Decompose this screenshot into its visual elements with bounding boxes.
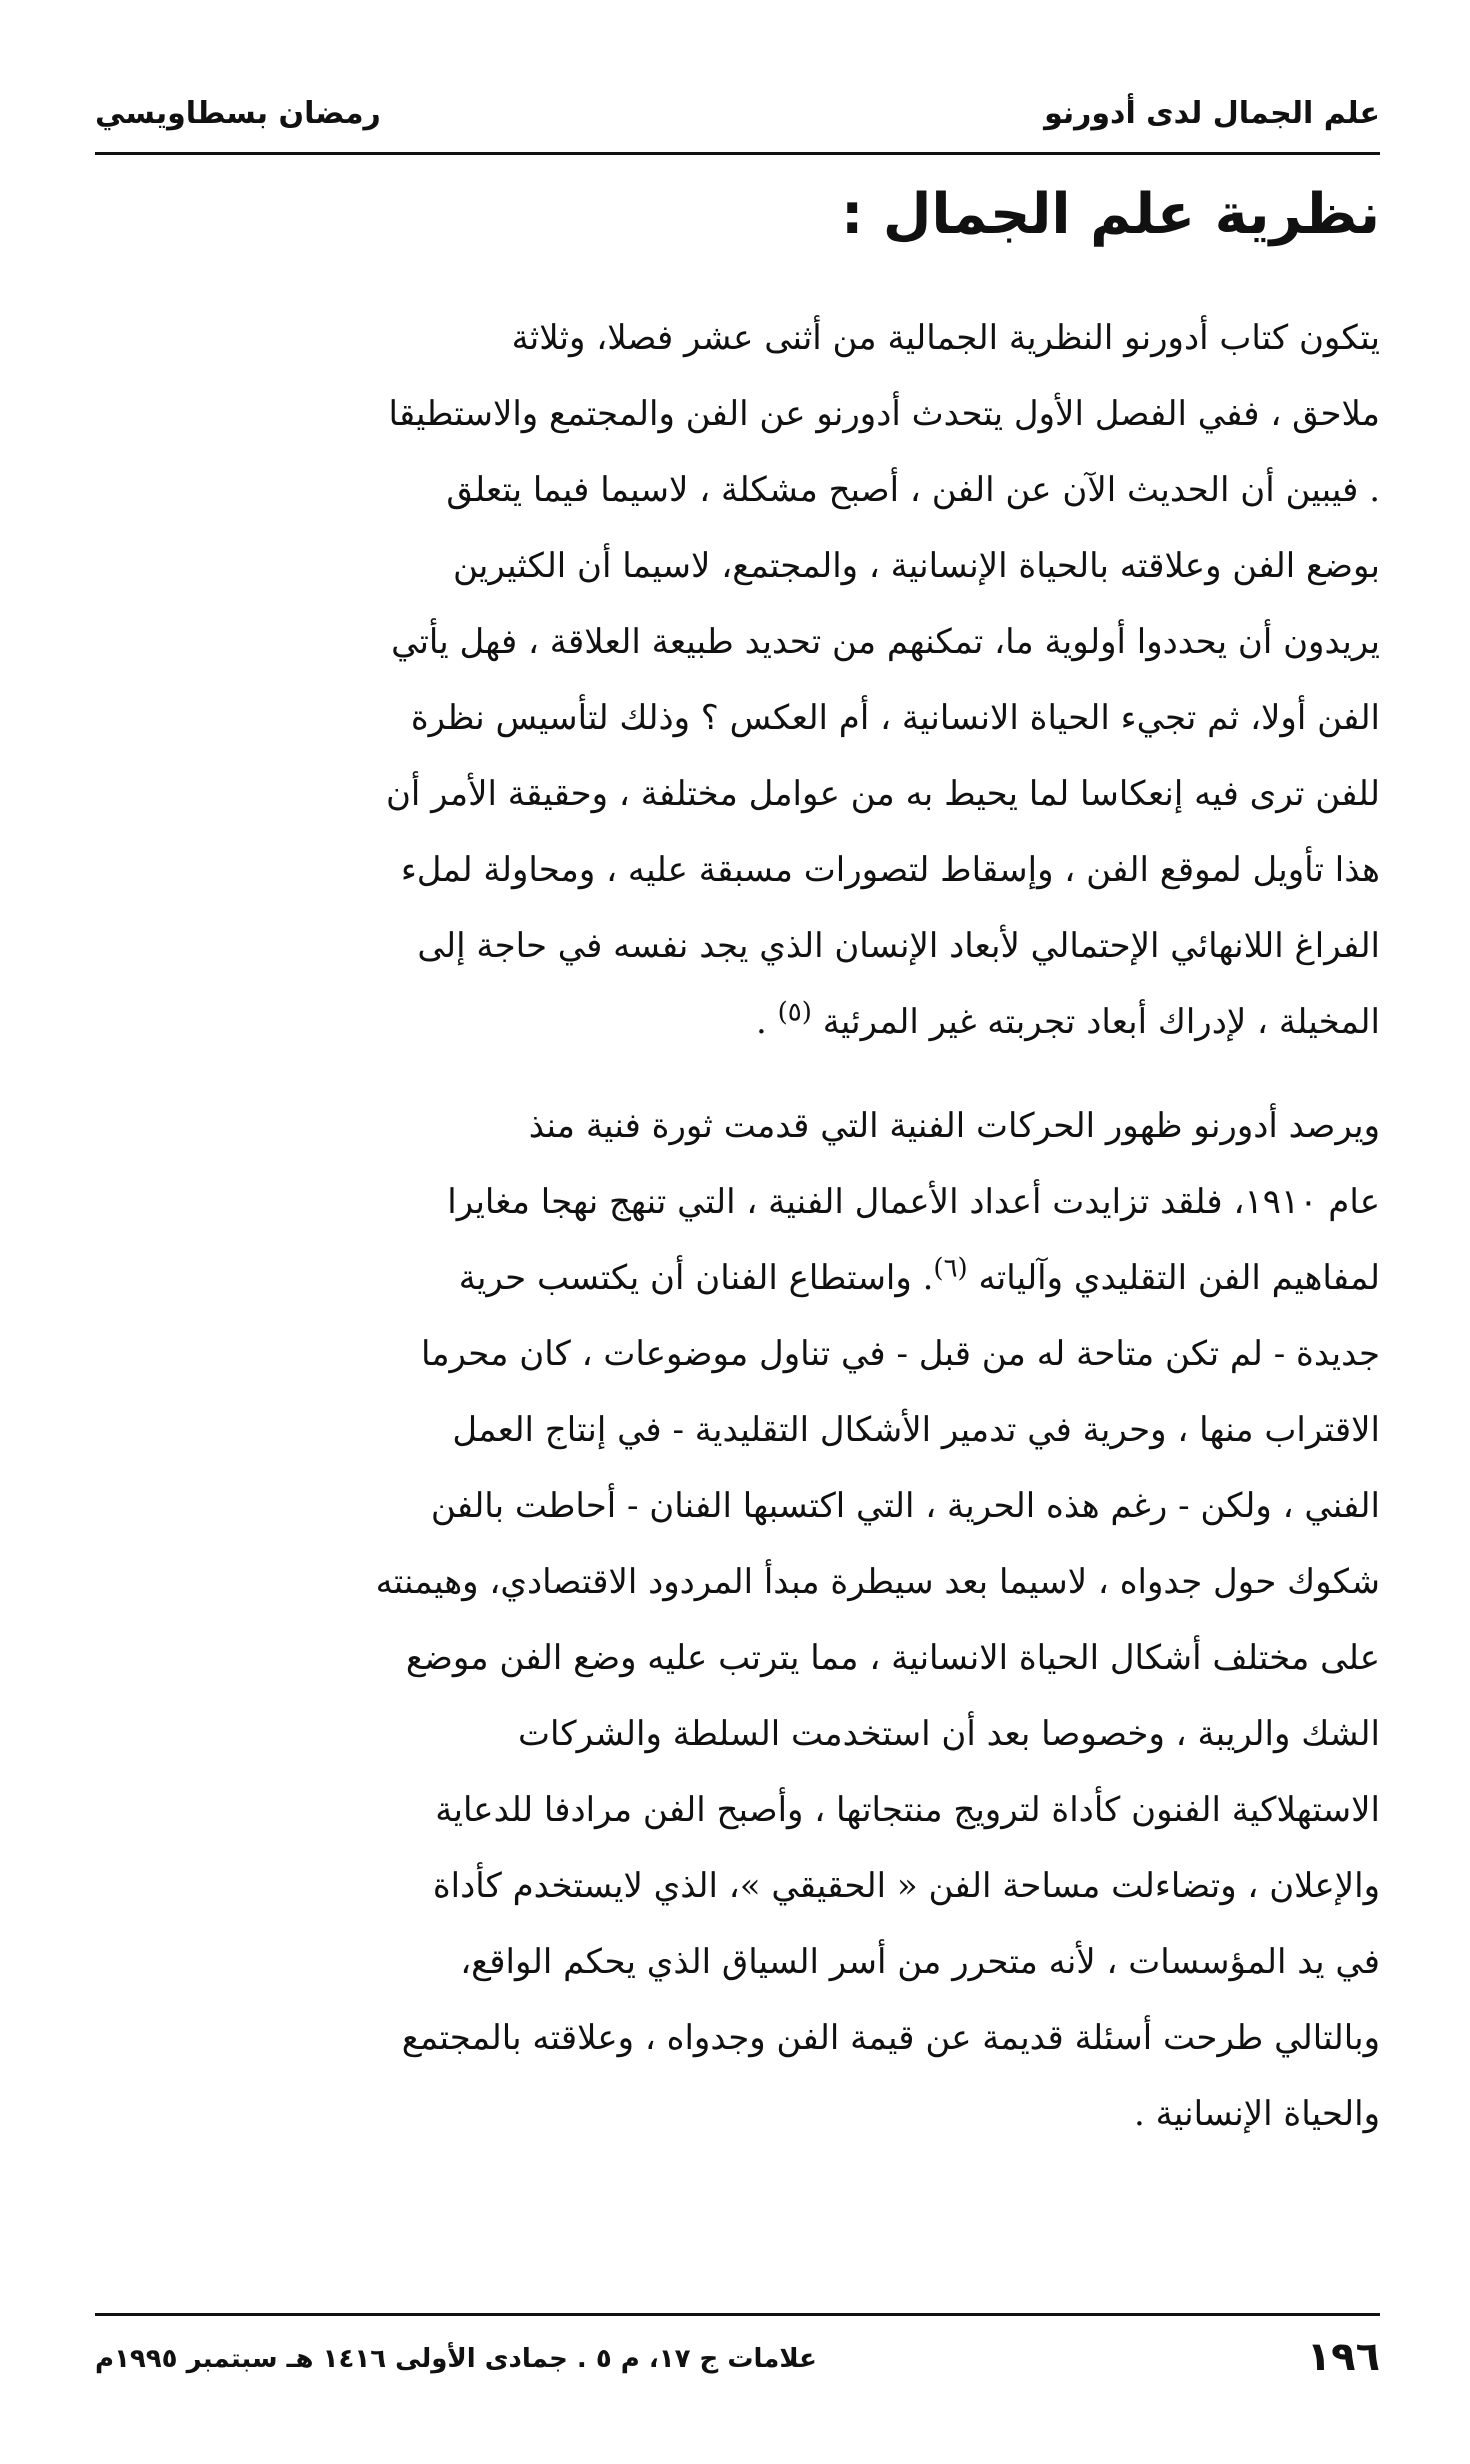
page-number: ١٩٦	[1306, 2334, 1380, 2380]
text-line: هذا تأويل لموقع الفن ، وإسقاط لتصورات مسبقة عليه ، ومحاولة لملء	[400, 850, 1380, 890]
running-title: علم الجمال لدى أدورنو	[1044, 96, 1380, 131]
text-line: . فيبين أن الحديث الآن عن الفن ، أصبح مشكلة ، لاسيما فيما يتعلق	[446, 470, 1380, 510]
footnote-marker: (٥)	[777, 997, 812, 1028]
journal-citation: علامات ج ١٧، م ٥ . جمادى الأولى ١٤١٦ هـ سبتمبر ١٩٩٥م	[95, 2344, 817, 2374]
text-line: يتكون كتاب أدورنو النظرية الجمالية من أثنى عشر فصلا، وثلاثة	[511, 318, 1380, 358]
text-line: الاستهلاكية الفنون كأداة لترويج منتجاتها ، وأصبح الفن مرادفا للدعاية	[435, 1790, 1380, 1830]
text-line: بوضع الفن وعلاقته بالحياة الإنسانية ، والمجتمع، لاسيما أن الكثيرين	[453, 546, 1380, 586]
text-line: الاقتراب منها ، وحرية في تدمير الأشكال التقليدية - في إنتاج العمل	[452, 1410, 1380, 1450]
running-header	[95, 88, 1380, 148]
page-footer	[95, 2330, 1380, 2400]
text-line: عام ١٩١٠، فلقد تزايدت أعداد الأعمال الفنية ، التي تنهج نهجا مغايرا	[447, 1182, 1380, 1222]
text-line: والإعلان ، وتضاءلت مساحة الفن « الحقيقي »، الذي لايستخدم كأداة	[432, 1866, 1380, 1906]
text-line: الفراغ اللانهائي الإحتمالي لأبعاد الإنسان الذي يجد نفسه في حاجة إلى	[417, 926, 1380, 966]
text-line: على مختلف أشكال الحياة الانسانية ، مما يترتب عليه وضع الفن موضع	[405, 1638, 1380, 1678]
line-end: .	[755, 1002, 778, 1042]
text-line: للفن ترى فيه إنعكاسا لما يحيط به من عوامل مختلفة ، وحقيقة الأمر أن	[385, 774, 1380, 814]
text-line: وبالتالي طرحت أسئلة قديمة عن قيمة الفن وجدواه ، وعلاقته بالمجتمع	[401, 2018, 1380, 2058]
text-line-with-footnote	[95, 984, 1380, 1060]
text-line: شكوك حول جدواه ، لاسيما بعد سيطرة مبدأ المردود الاقتصادي، وهيمنته	[375, 1562, 1380, 1602]
document-page	[95, 0, 1380, 2464]
text-line: الفني ، ولكن - رغم هذه الحرية ، التي اكتسبها الفنان - أحاطت بالفن	[430, 1486, 1380, 1526]
text-line: الشك والريبة ، وخصوصا بعد أن استخدمت السلطة والشركات	[518, 1714, 1380, 1754]
paragraph-1	[95, 300, 1380, 1060]
section-title: نظرية علم الجمال :	[840, 182, 1380, 247]
text-line: ويرصد أدورنو ظهور الحركات الفنية التي قدمت ثورة فنية منذ	[528, 1106, 1380, 1146]
text-line-with-footnote	[95, 1240, 1380, 1316]
text-line: جديدة - لم تكن متاحة له من قبل - في تناول موضوعات ، كان محرما	[420, 1334, 1380, 1374]
line-text: . واستطاع الفنان أن يكتسب حرية	[458, 1258, 934, 1298]
body-text	[95, 300, 1380, 2152]
text-line: الفن أولا، ثم تجيء الحياة الانسانية ، أم العكس ؟ وذلك لتأسيس نظرة	[410, 698, 1380, 738]
text-line: والحياة الإنسانية .	[1134, 2094, 1380, 2134]
text-line: ملاحق ، ففي الفصل الأول يتحدث أدورنو عن الفن والمجتمع والاستطيقا	[388, 394, 1380, 434]
text-line: يريدون أن يحددوا أولوية ما، تمكنهم من تحديد طبيعة العلاقة ، فهل يأتي	[391, 622, 1380, 662]
footer-rule	[95, 2313, 1380, 2316]
author-name: رمضان بسطاويسي	[95, 96, 381, 131]
text-line: في يد المؤسسات ، لأنه متحرر من أسر السياق الذي يحكم الواقع،	[460, 1942, 1380, 1982]
line-text: المخيلة ، لإدراك أبعاد تجربته غير المرئية	[822, 1002, 1380, 1042]
footnote-marker: (٦)	[933, 1253, 968, 1284]
paragraph-2	[95, 1088, 1380, 2152]
line-text: لمفاهيم الفن التقليدي وآلياته	[978, 1258, 1380, 1298]
header-rule	[95, 152, 1380, 155]
